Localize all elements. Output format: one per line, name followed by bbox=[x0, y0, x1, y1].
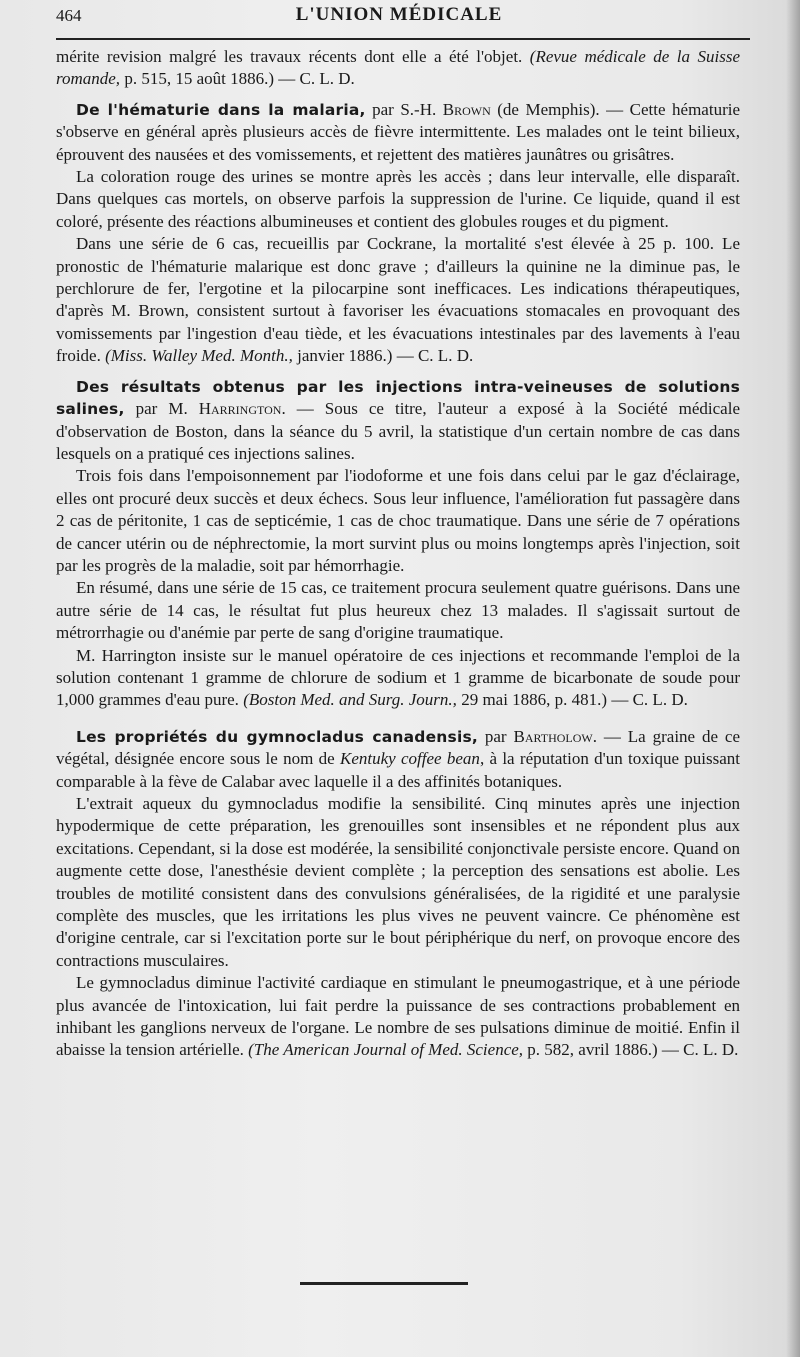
article-gymnocladus-title: Les propriétés du gymnocladus canadensis, bbox=[76, 727, 478, 746]
article-hematurie-body: (de Memphis). — Cette hématurie s'observe en général après plusieurs accès de fièvre intermittente. Les malades ont le teint bilieux, éprouvent des nausées et des vomissements, et rejettent des matières jaunâtres ou grisâtres. bbox=[56, 99, 740, 164]
article-gymnocladus-body-a: . — La graine de ce végétal, désignée encore sous le nom de bbox=[56, 726, 741, 769]
article-gymnocladus-lead bbox=[56, 726, 740, 793]
article-hematurie-tail: janvier 1886.) — C. L. D. bbox=[292, 346, 474, 366]
article-hematurie-by: par S.-H. bbox=[365, 99, 443, 119]
article-gymnocladus-plant-name: Kentuky coffee bean bbox=[340, 749, 480, 769]
article-hematurie-p3 bbox=[56, 233, 740, 367]
article-hematurie-citation: (Miss. Walley Med. Month., bbox=[105, 346, 293, 366]
article-gymnocladus-by: par bbox=[477, 726, 514, 746]
intro-tail: p. 515, 15 août 1886.) — C. L. D. bbox=[120, 69, 355, 89]
intro-text: mérite revision malgré les travaux récents dont elle a été l'objet. bbox=[56, 47, 530, 66]
article-gymnocladus-p2: L'extrait aqueux du gymnocladus modifie la sensibilité. Cinq minutes après une injection hypodermique de cette préparation, les grenouilles sont insensibles et ne répondent plus aux excitations. Cependant, si la dose est modérée, la sensibilité conjonctivale persiste encore. Quand on augmente cette dose, l'anesthésie devient complète ; la perception des sensations est abolie. Les troubles de motilité consistent dans des convulsions généralisées, de la rigidité et une paralysie complète des muscles, que les irritations les plus vives ne peuvent vaincre. Ce phénomène est d'origine centrale, car si l'excitation porte sur le bout périphérique du nerf, on provoque encore des contractions musculaires. bbox=[56, 794, 740, 970]
intro-paragraph bbox=[56, 46, 740, 91]
article-hematurie-title: De l'hématurie dans la malaria, bbox=[76, 100, 366, 119]
article-gymnocladus-p3-text: Le gymnocladus diminue l'activité cardiaque en stimulant le pneumogastrique, et à une période plus avancée de l'intoxication, lui fait perdre la puissance de ses contractions probablement en inhibant les ganglions nerveux de l'organe. Le nombre de ses pulsations diminue de moitié. Enfin il abaisse la tension artérielle. bbox=[56, 973, 740, 1060]
intro-citation: (Revue médicale de la Suisse romande, bbox=[56, 47, 740, 89]
article-hematurie-p3-text: Dans une série de 6 cas, recueillis par Cockrane, la mortalité s'est élevée à 25 p. 100. Le pronostic de l'hématurie malarique est donc grave ; d'ailleurs la quinine ne la diminue pas, le perchlorure de fer, l'ergotine et la pilocarpine sont inefficaces. Les indications thérapeutiques, d'après M. Brown, consistent surtout à favoriser les évacuations stomacales en provoquant des vomissements par l'ingestion d'eau tiède, et les évacuations intestinales par des lavements à l'eau froide. bbox=[56, 234, 740, 366]
article-injections-by: par M. bbox=[124, 399, 199, 419]
article-hematurie-p2: La coloration rouge des urines se montre après les accès ; dans leur intervalle, elle disparaît. Dans quelques cas mortels, on observe parfois la suppression de l'urine. Ce liquide, quand il est coloré, présente des réactions albumineuses et contient des globules rouges et du pigment. bbox=[56, 167, 740, 231]
header-rule bbox=[56, 38, 750, 40]
article-gymnocladus-tail: p. 582, avril 1886.) — C. L. D. bbox=[523, 1040, 739, 1060]
article-injections-p4 bbox=[56, 645, 740, 712]
end-rule bbox=[300, 1282, 468, 1285]
running-head bbox=[56, 4, 742, 32]
article-hematurie-lead bbox=[56, 99, 740, 166]
article-injections-author: Harrington bbox=[198, 399, 282, 419]
article-injections-tail: 29 mai 1886, p. 481.) — C. L. D. bbox=[456, 690, 688, 710]
page-edge-shadow bbox=[786, 0, 800, 1357]
article-gymnocladus-citation: (The American Journal of Med. Science, bbox=[248, 1040, 524, 1060]
article-injections-p3: En résumé, dans une série de 15 cas, ce traitement procura seulement quatre guérisons. Dans une autre série de 14 cas, le résultat fut plus heureux chez 13 malades. Il s'agissait surtout de métrorrhagie ou d'anémie par perte de sang d'origine traumatique. bbox=[56, 578, 740, 643]
article-injections-p4-text: M. Harrington insiste sur le manuel opératoire de ces injections et recommande l'emploi de la solution contenant 1 gramme de chlorure de sodium et 1 gramme de bicarbonate de soude pour 1,000 grammes d'eau pure. bbox=[56, 645, 740, 710]
article-hematurie-author: Brown bbox=[442, 99, 491, 119]
article-injections-p2: Trois fois dans l'empoisonnement par l'iodoforme et une fois dans celui par le gaz d'éclairage, elles ont procuré deux succès et deux échecs. Sous leur influence, l'amélioration fut passagère dans 2 cas de péritonite, 1 cas de septicémie, 1 cas de choc traumatique. Dans une série de 7 opérations de cancer utérin ou de néphrectomie, la mort survint plus ou moins longtemps après l'injection, soit par les progrès de la maladie, soit par hémorrhagie. bbox=[56, 466, 740, 575]
article-gymnocladus-p3 bbox=[56, 972, 740, 1062]
article-injections-body: . — Sous ce titre, l'auteur a exposé à la Société médicale d'observation de Boston, dans la séance du 5 avril, la statistique d'un certain nombre de cas dans lesquels on a pratiqué ces injections salines. bbox=[56, 399, 740, 463]
article-injections-citation: (Boston Med. and Surg. Journ., bbox=[243, 690, 457, 710]
text-column bbox=[56, 46, 740, 1062]
journal-title: L'UNION MÉDICALE bbox=[295, 4, 503, 25]
article-injections-title: Des résultats obtenus par les injections intra-veineuses de solutions salines, bbox=[56, 377, 740, 419]
article-gymnocladus-author: Bartholow bbox=[513, 726, 593, 746]
page-number: 464 bbox=[56, 6, 82, 25]
article-gymnocladus-body-b: , à la réputation d'un toxique puissant comparable à la fève de Calabar avec laquelle il a des affinités botaniques. bbox=[56, 749, 741, 791]
article-injections-lead bbox=[56, 376, 740, 466]
